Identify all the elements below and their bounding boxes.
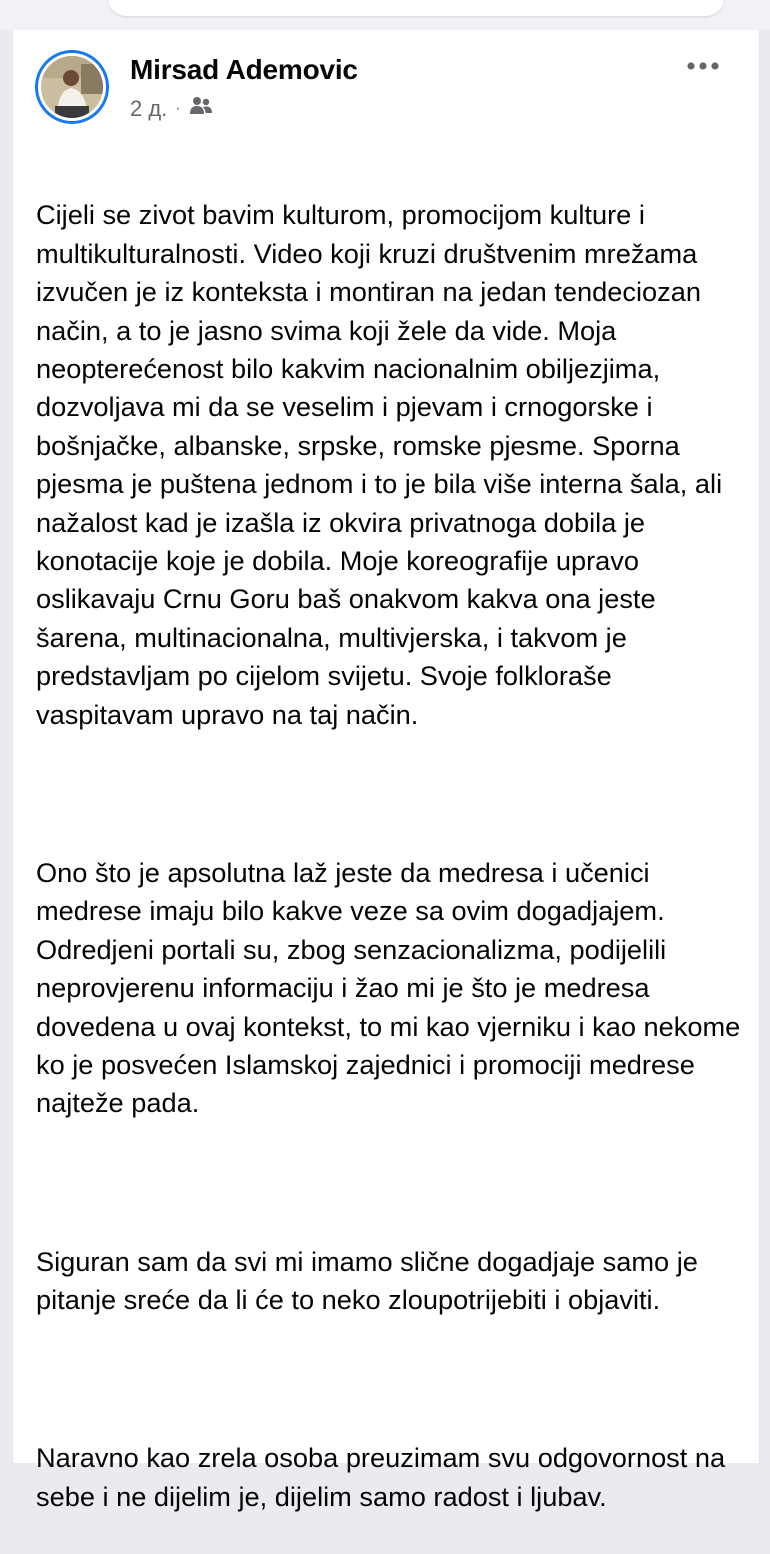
post-paragraph: Siguran sam da svi mi imamo slične dogadjaje samo je pitanje sreće da li će to neko zloupotrijebiti i objaviti. bbox=[36, 1245, 698, 1315]
post-paragraph: Naravno kao zrela osoba preuzimam svu odgovornost na sebe i ne dijelim je, dijelim samo radost i ljubav. bbox=[36, 1442, 726, 1512]
post-card bbox=[12, 30, 760, 1512]
friends-icon[interactable] bbox=[189, 96, 213, 122]
post-timestamp[interactable]: 2 д. bbox=[130, 96, 168, 121]
composer-input[interactable] bbox=[108, 0, 724, 16]
post-body bbox=[36, 158, 748, 1554]
author-name[interactable]: Mirsad Ademovic bbox=[130, 54, 358, 85]
profile-photo-image bbox=[41, 56, 103, 118]
more-options-icon[interactable] bbox=[683, 52, 723, 80]
meta-separator: · bbox=[175, 100, 181, 117]
top-bar bbox=[0, 0, 770, 30]
post-paragraph: Cijeli se zivot bavim kulturom, promocijom kulture i multikulturalnosti. Video koji kruzi društvenim mrežama izvučen je iz konteksta i montiran na jedan tendeciozan način, a to je jasno svima koji žele da vide. Moja neopterećenost bilo kakvim nacionalnim obiljezjima, dozvoljava mi da se veselim i pjevam i crnogorske i bošnjačke, albanske, srpske, romske pjesme. Sporna pjesma je puštena jednom i to je bila više interna šala, ali nažalost kad je izašla iz okvira privatnoga dobila je konotacije koje je dobila. Moje koreografije upravo oslikavaju Crnu Goru baš onakvom kakva ona jeste šarena, multinacionalna, multivjerska, i takvom je predstavljam po cijelom svijetu. Svoje folkloraše vaspitavam upravo na taj način. bbox=[36, 199, 723, 730]
post-paragraph: Ono što je apsolutna laž jeste da medresa i učenici medrese imaju bilo kakve veze sa ovim dogadjajem. Odredjeni portali su, zbog senzacionalizma, podijelili neprovjerenu informaciju i žao mi je što je medresa dovedena u ovaj kontekst, to mi kao vjerniku i kao nekome ko je posvećen Islamskoj zajednici i promociji medrese najteže pada. bbox=[36, 856, 741, 1119]
avatar[interactable] bbox=[35, 50, 109, 124]
post-header bbox=[13, 30, 759, 140]
profile-photo bbox=[41, 56, 103, 118]
post-meta bbox=[130, 96, 213, 122]
